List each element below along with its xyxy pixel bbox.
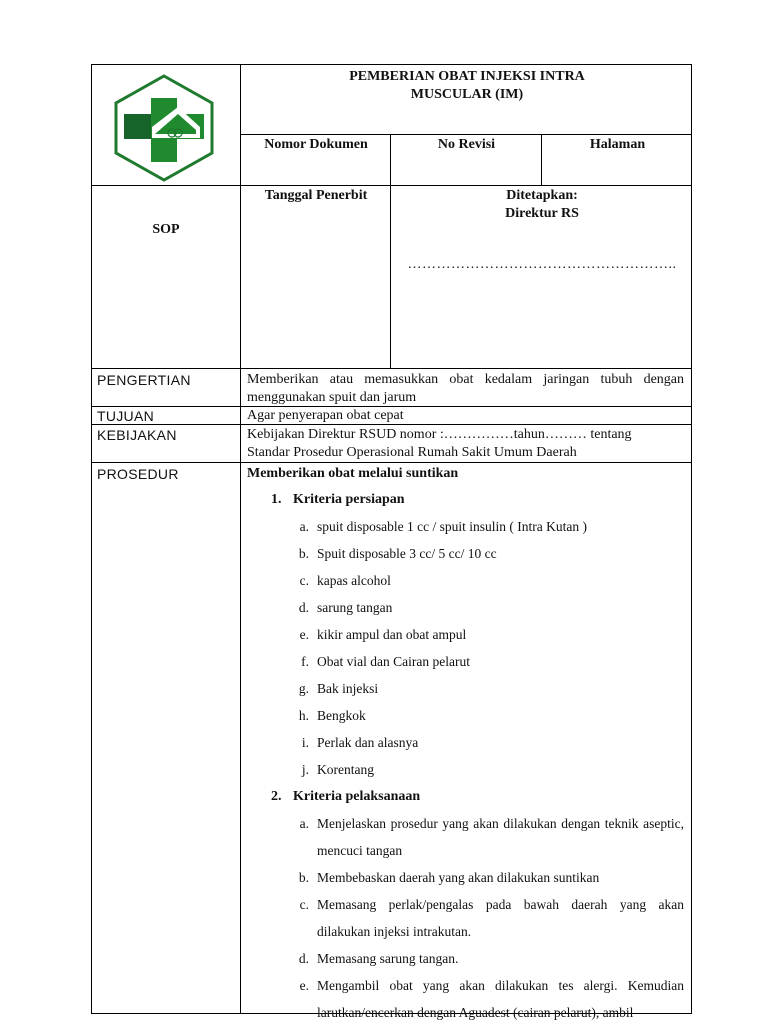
divider [92,185,692,186]
logo-cross-icon [112,74,216,182]
list-item [247,729,684,756]
pengertian-text: Memberikan atau memasukkan obat kedalam jaringan tubuh dengan menggunakan spuit dan jarum [247,372,684,405]
item-text: Obat vial dan Cairan pelarut [317,654,470,669]
kebijakan-line: Kebijakan Direktur RSUD nomor :……………tahun……… tentang [247,427,632,442]
item-text: Bak injeksi [317,681,379,696]
divider [390,134,391,369]
section-number: 1. [271,492,282,507]
section-title [247,486,684,513]
ditetapkan-block [392,187,692,223]
row-kebijakan [91,425,692,463]
list-item [247,702,684,729]
halaman-label: Halaman [589,137,646,152]
item-text: Mengambil obat yang akan dilakukan tes alergi. Kemudian larutkan/encerkan dengan Aguadest (cairan pelarut), ambil [317,978,684,1020]
row-prosedur [91,463,692,1020]
item-letter: j. [301,762,309,777]
item-text: Menjelaskan prosedur yang akan dilakukan dengan teknik aseptic, mencuci tangan [317,816,684,858]
prosedur-content [241,463,691,1020]
list-item [247,594,684,621]
list-item [247,621,684,648]
kebijakan-text [241,425,691,462]
kebijakan-line: Standar Prosedur Operasional Rumah Sakit Umum Daerah [247,445,577,460]
item-letter: c. [299,897,309,912]
item-letter: g. [298,681,309,696]
nomor-dokumen-label: Nomor Dokumen [264,137,368,152]
header-table [91,64,692,368]
item-letter: d. [298,951,309,966]
item-text: Memasang perlak/pengalas pada bawah daerah yang akan dilakukan injeksi intrakutan. [317,897,684,939]
row-tujuan [91,407,692,425]
row-label: PENGERTIAN [92,369,241,406]
item-letter: e. [299,978,309,993]
list-item [247,648,684,675]
divider [240,65,241,369]
item-letter: h. [298,708,309,723]
list-item [247,540,684,567]
item-text: spuit disposable 1 cc / spuit insulin ( Intra Kutan ) [317,519,587,534]
pelaksanaan-list [247,810,684,1026]
signature-line: ……………………………………………….. [407,257,677,272]
sop-document [91,64,692,1020]
item-letter: b. [298,870,309,885]
sop-label: SOP [152,222,180,237]
row-pengertian [91,368,692,407]
item-letter: f. [301,654,309,669]
item-letter: b. [298,546,309,561]
list-item [247,513,684,540]
hospital-logo [112,74,216,182]
item-letter: c. [299,573,309,588]
no-revisi-label: No Revisi [437,137,496,152]
section-label: Kriteria persiapan [293,492,405,507]
list-item [247,972,684,1026]
item-text: Bengkok [317,708,366,723]
list-item [247,945,684,972]
list-item [247,810,684,864]
item-letter: e. [299,627,309,642]
item-text: Spuit disposable 3 cc/ 5 cc/ 10 cc [317,546,497,561]
section-number: 2. [271,789,282,804]
row-label: TUJUAN [92,407,241,424]
row-label: KEBIJAKAN [92,425,241,462]
tanggal-penerbit-label: Tanggal Penerbit [264,188,368,203]
list-item [247,891,684,945]
item-text: Memasang sarung tangan. [317,951,459,966]
prosedur-intro: Memberikan obat melalui suntikan [247,466,459,481]
direktur-label: Direktur RS [505,206,579,221]
row-label: PROSEDUR [92,463,241,1013]
list-item [247,756,684,783]
item-text: Korentang [317,762,374,777]
divider [541,134,542,185]
tujuan-text: Agar penyerapan obat cepat [247,408,404,423]
section-label: Kriteria pelaksanaan [293,789,421,804]
item-text: kapas alcohol [317,573,391,588]
document-title [242,68,692,104]
ditetapkan-label: Ditetapkan: [506,188,578,203]
item-text: sarung tangan [317,600,393,615]
title-line: MUSCULAR (IM) [410,87,524,102]
divider [240,134,692,135]
section-title [247,783,684,810]
list-item [247,864,684,891]
item-letter: a. [299,519,309,534]
persiapan-list [247,513,684,783]
item-text: Membebaskan daerah yang akan dilakukan suntikan [317,870,600,885]
list-item [247,675,684,702]
list-item [247,567,684,594]
item-letter: d. [298,600,309,615]
title-line: PEMBERIAN OBAT INJEKSI INTRA [349,69,585,84]
item-letter: a. [299,816,309,831]
item-text: kikir ampul dan obat ampul [317,627,467,642]
item-text: Perlak dan alasnya [317,735,419,750]
item-letter: i. [301,735,309,750]
